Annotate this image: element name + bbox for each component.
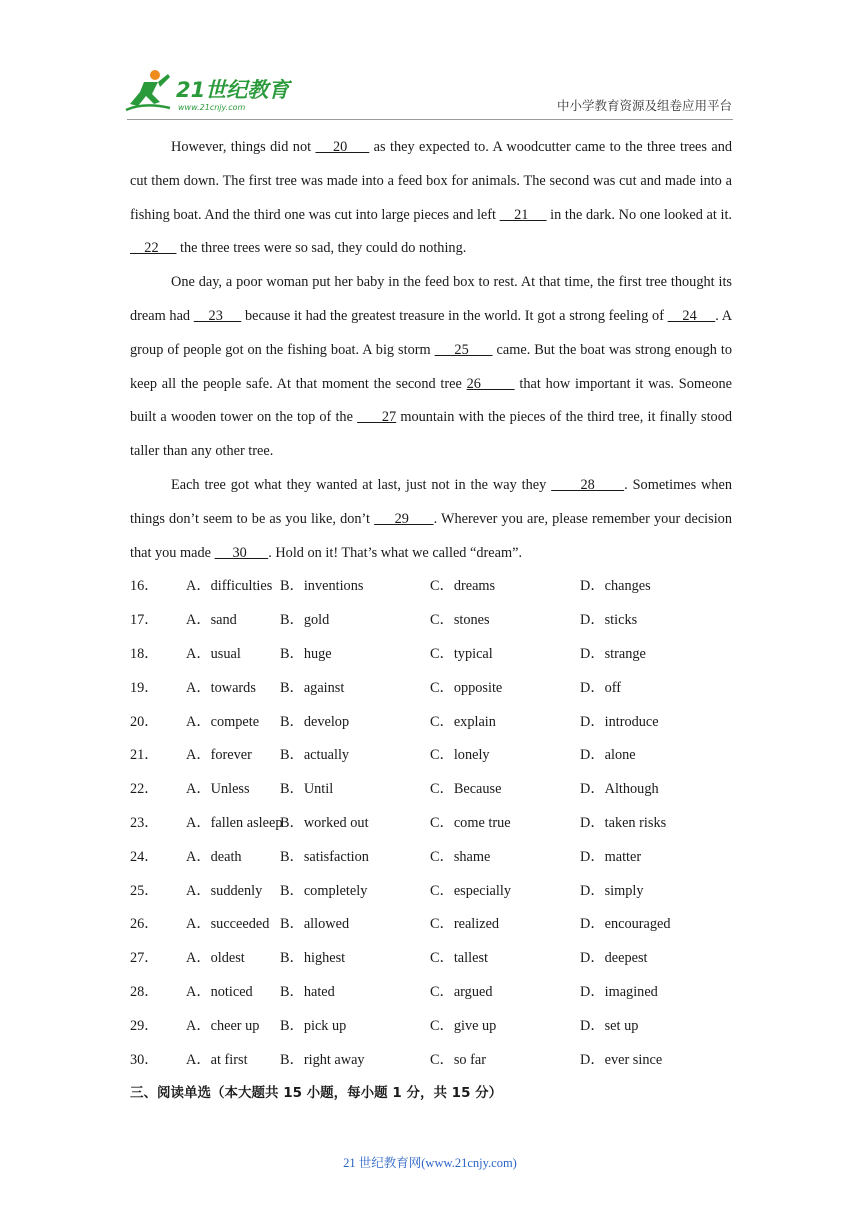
option-a: A．fallen asleep bbox=[186, 814, 283, 831]
question-row bbox=[130, 604, 732, 638]
page-content bbox=[130, 131, 732, 1111]
blank-26: 26 bbox=[466, 375, 515, 392]
option-b: B．against bbox=[280, 679, 345, 696]
option-d: D．strange bbox=[580, 645, 646, 662]
option-d: D．Although bbox=[580, 781, 659, 798]
option-d: D．alone bbox=[580, 747, 636, 764]
question-row bbox=[130, 942, 732, 976]
option-c: C．typical bbox=[430, 645, 493, 662]
option-d: D．matter bbox=[580, 848, 642, 865]
option-b: B．right away bbox=[280, 1051, 365, 1068]
option-a: A．cheer up bbox=[186, 1017, 260, 1034]
option-b: B．develop bbox=[280, 713, 350, 730]
option-d: D．introduce bbox=[580, 713, 659, 730]
blank-20: 20 bbox=[315, 139, 370, 155]
option-c: C．dreams bbox=[430, 578, 496, 595]
option-d: D．taken risks bbox=[580, 814, 667, 831]
question-row bbox=[130, 638, 732, 672]
option-b: B．highest bbox=[280, 950, 346, 967]
option-a: A．usual bbox=[186, 645, 241, 662]
question-number: 17． bbox=[130, 612, 159, 629]
blank-23: 23 bbox=[193, 307, 242, 324]
option-c: C．tallest bbox=[430, 950, 488, 967]
option-b: B．huge bbox=[280, 645, 332, 662]
option-c: C．realized bbox=[430, 916, 500, 933]
blank-27: 27 bbox=[357, 409, 397, 426]
option-b: B．hated bbox=[280, 983, 335, 1000]
blank-21: 21 bbox=[499, 206, 547, 223]
question-row bbox=[130, 739, 732, 773]
option-b: B．inventions bbox=[280, 578, 364, 595]
section-title: 三、阅读单选（本大题共 15 小题，每小题 1 分，共 15 分） bbox=[130, 1085, 503, 1102]
option-d: D．imagined bbox=[580, 983, 658, 1000]
blank-25: 25 bbox=[434, 341, 493, 358]
option-a: A．difficulties bbox=[186, 578, 273, 595]
option-c: C．shame bbox=[430, 848, 491, 865]
option-b: B．actually bbox=[280, 747, 350, 764]
option-c: C．stones bbox=[430, 612, 490, 629]
option-d: D．changes bbox=[580, 578, 651, 595]
question-number: 24． bbox=[130, 848, 159, 865]
option-b: B．completely bbox=[280, 882, 368, 899]
question-row bbox=[130, 570, 732, 604]
logo-text: 21世纪教育 bbox=[176, 78, 290, 102]
question-row bbox=[130, 908, 732, 942]
question-number: 21． bbox=[130, 747, 159, 764]
runner-icon bbox=[126, 70, 170, 110]
option-b: B．satisfaction bbox=[280, 848, 369, 865]
header-divider bbox=[127, 119, 733, 120]
option-b: B．allowed bbox=[280, 916, 350, 933]
question-row bbox=[130, 807, 732, 841]
logo-url: www.21cnjy.com bbox=[178, 103, 246, 112]
option-c: C．explain bbox=[430, 713, 496, 730]
option-a: A．at first bbox=[186, 1051, 248, 1068]
blank-29: 29 bbox=[374, 510, 434, 527]
blank-28: 28 bbox=[551, 476, 625, 493]
question-number: 20． bbox=[130, 713, 159, 730]
option-d: D．deepest bbox=[580, 950, 648, 967]
option-a: A．death bbox=[186, 848, 242, 865]
option-d: D．sticks bbox=[580, 612, 638, 629]
blank-30: 30 bbox=[214, 544, 269, 561]
question-number: 27． bbox=[130, 950, 159, 967]
option-b: B．worked out bbox=[280, 814, 369, 831]
option-a: A．noticed bbox=[186, 983, 253, 1000]
option-b: B．gold bbox=[280, 612, 330, 629]
option-c: C．give up bbox=[430, 1017, 497, 1034]
question-number: 26． bbox=[130, 916, 159, 933]
question-list bbox=[130, 570, 732, 1077]
question-row bbox=[130, 1044, 732, 1078]
passage-paragraph-3: Each tree got what they wanted at last, just not in the way they 28 . Sometimes when things don’t seem to be as you like, don’t 29 . Wherever you are, please remember your decision that you made 30 . Hold on it! That’s what we called “dream”. bbox=[130, 476, 733, 561]
question-row bbox=[130, 1010, 732, 1044]
option-c: C．so far bbox=[430, 1051, 486, 1068]
option-a: A．suddenly bbox=[186, 882, 263, 899]
option-a: A．compete bbox=[186, 713, 260, 730]
option-a: A．oldest bbox=[186, 950, 245, 967]
question-number: 22． bbox=[130, 781, 159, 798]
option-c: C．lonely bbox=[430, 747, 490, 764]
option-a: A．forever bbox=[186, 747, 252, 764]
footer-link[interactable]: 21 世纪教育网(www.21cnjy.com) bbox=[343, 1156, 517, 1170]
platform-name: 中小学教育资源及组卷应用平台 bbox=[556, 98, 732, 113]
question-row bbox=[130, 672, 732, 706]
option-b: B．Until bbox=[280, 781, 334, 798]
option-a: A．succeeded bbox=[186, 916, 270, 933]
option-d: D．encouraged bbox=[580, 916, 671, 933]
option-a: A．towards bbox=[186, 679, 256, 696]
question-row bbox=[130, 976, 732, 1010]
question-number: 28． bbox=[130, 983, 159, 1000]
option-c: C．especially bbox=[430, 882, 511, 899]
option-d: D．ever since bbox=[580, 1051, 663, 1068]
question-number: 25． bbox=[130, 882, 159, 899]
option-a: A．Unless bbox=[186, 781, 250, 798]
option-d: D．simply bbox=[580, 882, 644, 899]
blank-22: 22 bbox=[130, 240, 177, 257]
question-number: 18． bbox=[130, 645, 159, 662]
question-row bbox=[130, 706, 732, 740]
question-number: 19． bbox=[130, 679, 159, 696]
question-number: 29． bbox=[130, 1017, 159, 1034]
question-number: 16． bbox=[130, 578, 159, 595]
question-row bbox=[130, 841, 732, 875]
question-number: 23． bbox=[130, 814, 159, 831]
option-a: A．sand bbox=[186, 612, 237, 629]
option-c: C．come true bbox=[430, 814, 511, 831]
question-row bbox=[130, 773, 732, 807]
option-c: C．argued bbox=[430, 983, 493, 1000]
option-b: B．pick up bbox=[280, 1017, 347, 1034]
option-d: D．off bbox=[580, 679, 622, 696]
question-row bbox=[130, 875, 732, 909]
option-c: C．Because bbox=[430, 781, 502, 798]
blank-24: 24 bbox=[667, 307, 716, 324]
passage-paragraph-2: One day, a poor woman put her baby in the feed box to rest. At that time, the first tree thought its dream had 23 because it had the greatest treasure in the world. It got a strong feeling of 24 . A group of people got on the fishing boat. A big storm 25 came. But the boat was strong enough to keep all the people safe. At that moment the second tree 26 that how important it was. Someone built a wooden tower on the top of the 27 mountain with the pieces of the third tree, it finally stood taller than any other tree. bbox=[130, 274, 733, 460]
passage-paragraph-1: However, things did not 20 as they expected to. A woodcutter came to the three trees and cut them down. The first tree was made into a feed box for animals. The second was cut and made into a fishing boat. And the third one was cut into large pieces and left 21 in the dark. No one looked at it. 22 the three trees were so sad, they could do nothing. bbox=[130, 139, 732, 257]
option-d: D．set up bbox=[580, 1017, 639, 1034]
option-c: C．opposite bbox=[430, 679, 503, 696]
site-logo bbox=[124, 68, 294, 114]
page-header bbox=[0, 0, 860, 120]
question-number: 30． bbox=[130, 1051, 159, 1068]
